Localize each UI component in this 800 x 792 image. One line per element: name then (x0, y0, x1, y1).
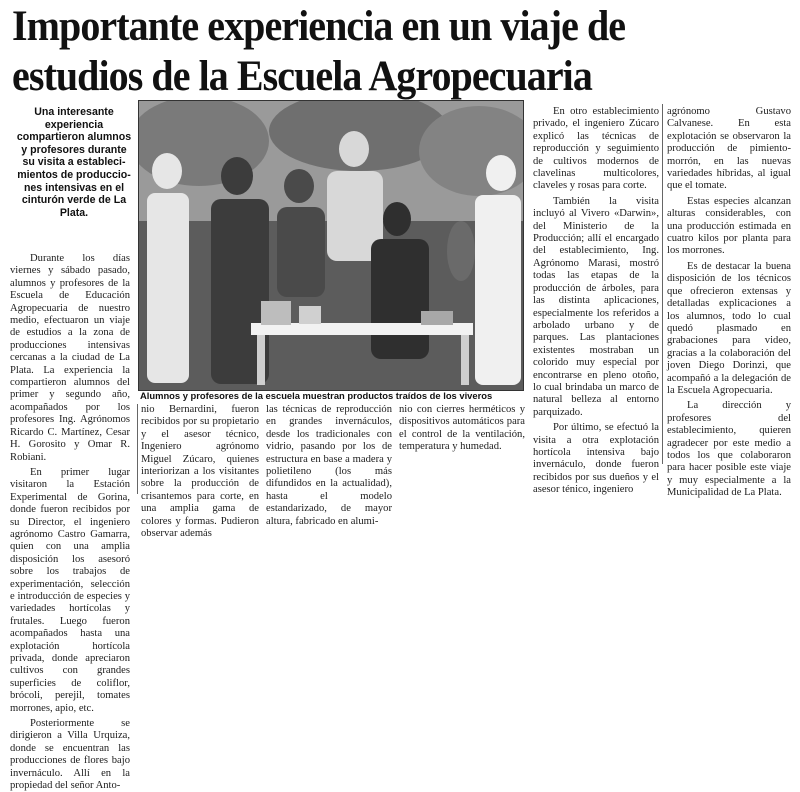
column-1 (10, 253, 130, 792)
col6-paragraph: Estas especies alcanzan alturas considerables, con una producción estimada en cuatro kilos por planta para los morrones. (667, 195, 791, 257)
col1-paragraph: En primer lugar visitaron la Estación Experimental de Gorina, donde fueron recibidos por su Director, el ingeniero agrónomo Castro Gamarra, quien con una amplia disposición los asesoró sobre los trabajos de experimentación, selección e introducción de especies y variedades hortícolas y frutales. Luego fueron acompañados hasta una explotación hortícola privada, donde apreciaron cultivos con grandes superficies de coliflor, brócoli, perejil, tomates morrones, apio, etc. (10, 466, 130, 714)
headline: Importante experiencia en un viaje de estudios de la Escuela Agropecuaria (12, 3, 626, 100)
news-photo (138, 100, 524, 391)
column-divider (137, 404, 138, 494)
col2-paragraph: nio Bernardini, fueron recibidos por su propietario y el asesor técnico, Ingeniero agrónomo Miguel Zúcaro, quienes interiorizan a los visitantes sobre la producción de crisantemos para corte, en una amplia gama de colores y formas. Pudieron observar además (141, 404, 259, 540)
col5-paragraph: También la visita incluyó al Vivero «Darwin», del Ministerio de la Producción; allí el encargado del establecimiento, Ing. Agrónomo Marasi, mostró todas las etapas de la producción de árboles, para las distinta aplicaciones, especialmente los referidos a arbolado urbano y de parques. Las plantaciones existentes mostraban un colorido muy especial por encontrarse en pleno otoño, lo cual brindaba un marco de natural belleza al entorno parquizado. (533, 195, 659, 418)
column-3 (266, 404, 392, 528)
col3-paragraph: las técnicas de reproducción en grandes invernáculos, desde los tradicionales con vidrio, pasando por los de estructura en base a madera y polietileno (los más difundidos en la actualidad), hasta el modelo estandarizado, de mayor altura, fabricado en alumi- (266, 404, 392, 527)
column-6 (667, 106, 791, 500)
col1-paragraph: Posteriormente se dirigieron a Villa Urquiza, donde se encuentran las producciones de flores bajo invernáculo. Allí en la propiedad del señor Anto- (10, 718, 130, 792)
column-5 (533, 106, 659, 497)
col6-paragraph: agrónomo Gustavo Calvanese. En esta explotación se observaron la producción de pimiento-morrón, en las nuevas variedades híbridas, al igual que el tomate. (667, 106, 791, 192)
column-4 (399, 404, 525, 454)
photo-caption: Alumnos y profesores de la escuela muestran productos traídos de los viveros (140, 390, 493, 401)
col4-paragraph: nio con cierres herméticos y dispositivos automáticos para el control de la ventilación, temperatura y humedad. (399, 404, 525, 453)
col6-paragraph: Es de destacar la buena disposición de los técnicos que ofrecieron extensas y detalladas explicaciones a los alumnos, todo lo cual quedó plasmado en grabaciones para video, gracias a la colaboración del joven Diego Dorinzi, que acompañó a la delegación de la Escuela Agropecuaria. (667, 260, 791, 396)
lede-paragraph: Una interesante experiencia compartieron alumnos y profesores durante su visita a estableci- mientos de produccio- nes intensivas en el cinturón verde de La Plata. (16, 106, 132, 219)
col6-paragraph: La dirección y profesores del establecimiento, quieren agradecer por este medio a todos los que colaboraron para hacer posible este viaje y muy especialmente a la Municipalidad de La Plata. (667, 400, 791, 499)
col5-paragraph: Por último, se efectuó la visita a otra explotación hortícola intensiva bajo invernáculo, donde fueron recibidos por sus dueños y el asesor ténico, ingeniero (533, 422, 659, 496)
col5-paragraph: En otro establecimiento privado, el ingeniero Zúcaro explicó las técnicas de reproducción y seguimiento de cultivos modernos de clavelinas multicolores, claveles y rosas para corte. (533, 106, 659, 192)
column-divider (662, 104, 663, 464)
col1-paragraph: Durante los días viernes y sábado pasado, alumnos y profesores de la Escuela de Educación Agropecuaria de nuestro medio, efectuaron un viaje de estudios a la zona de producciones intensivas cercanas a la ciudad de La Plata. La experiencia la compartieron alumnos del primer y segundo año, acompañados por los profesores Ing. Agrónomos Ricardo C. Martínez, Cesar H. Gorosito y Omar R. Robiani. (10, 253, 130, 463)
photo-group-of-people (139, 101, 523, 390)
column-2 (141, 404, 259, 540)
